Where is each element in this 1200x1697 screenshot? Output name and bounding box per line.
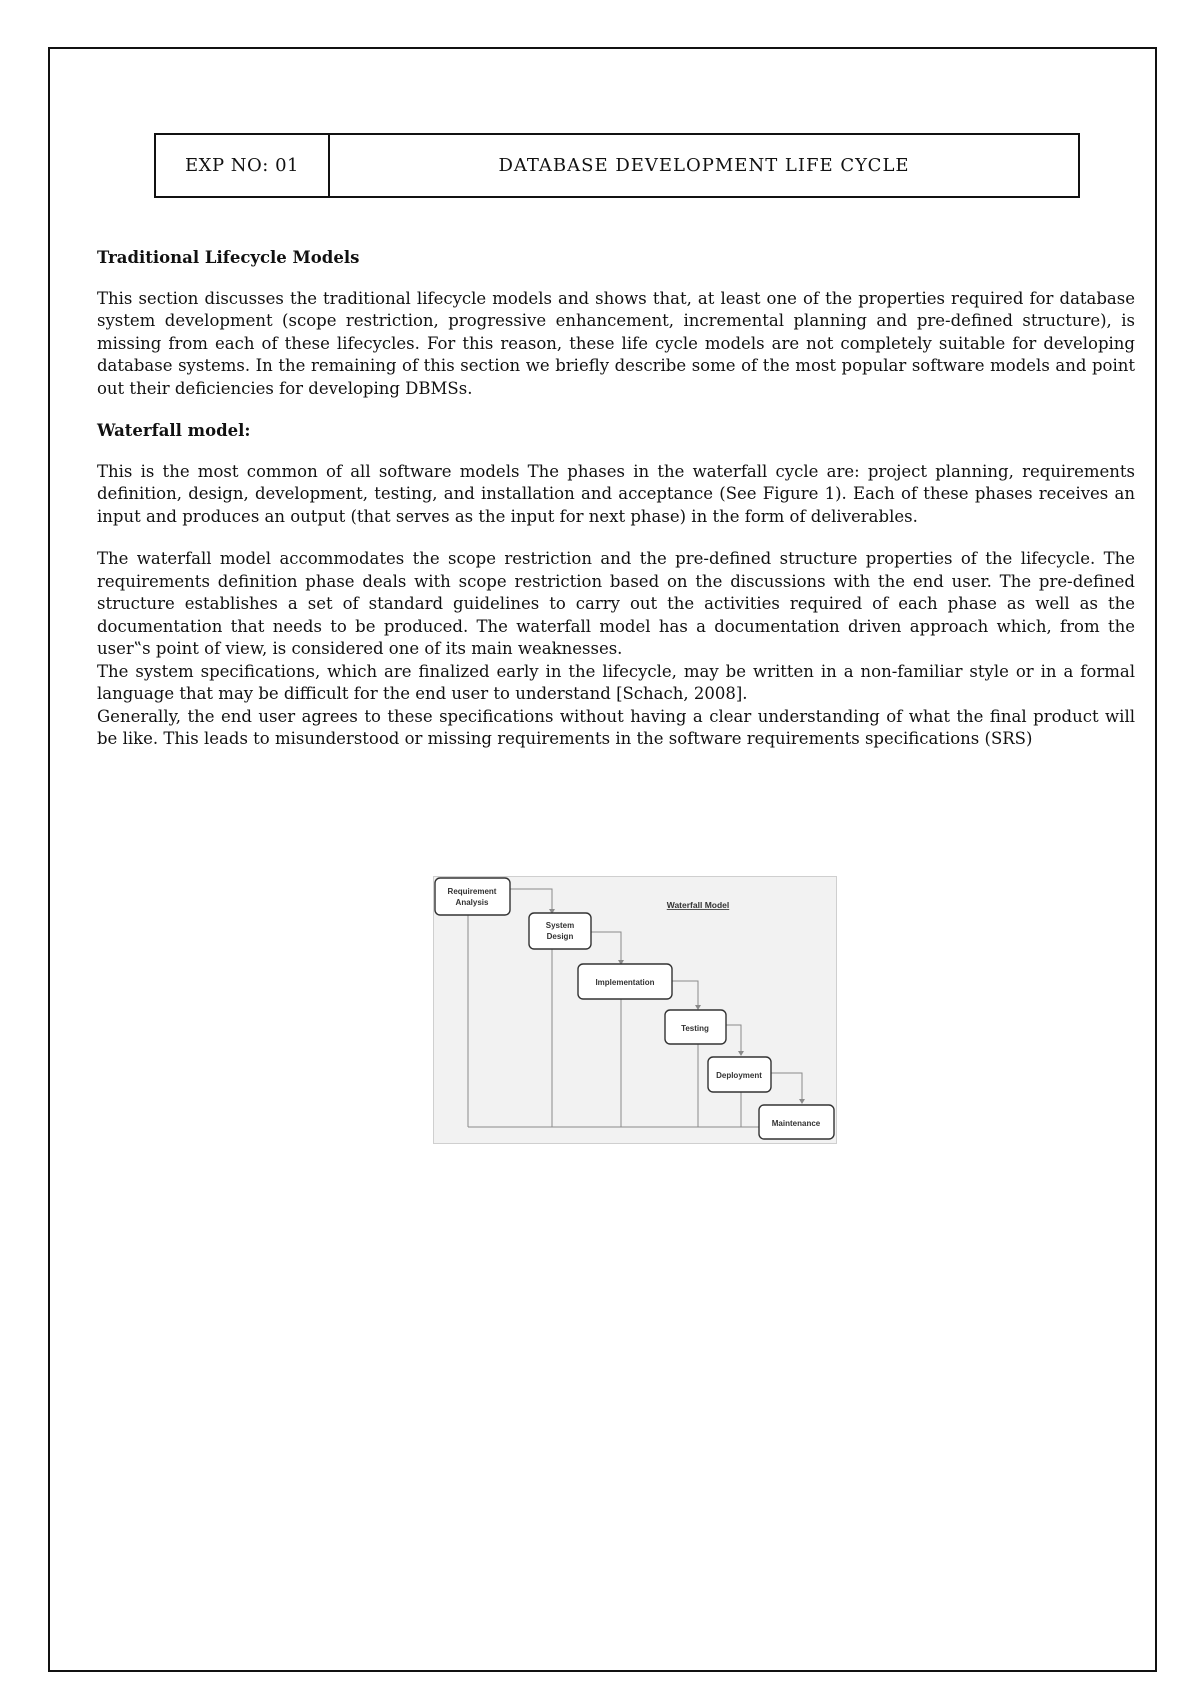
phase-box-system-design — [529, 913, 591, 949]
paragraph-traditional-models: This section discusses the traditional lifecycle models and shows that, at least one of the properties required for database system development (scope restriction, progressive enhancement, incremental planning and pre-defined structure), is missing from each of these lifecycles. For this reason, these life cycle models are not completely suitable for developing database systems. In the remaining of this section we briefly describe some of the most popular software models and point out their deficiencies for developing DBMSs. — [97, 288, 1135, 398]
phase-label-implementation: Implementation — [595, 978, 655, 987]
phase-label-system: System — [545, 921, 575, 930]
experiment-number: EXP NO: 01 — [156, 135, 330, 196]
paragraph-waterfall-properties: The waterfall model accommodates the scope restriction and the pre-defined structure properties of the lifecycle. The requirements definition phase deals with scope restriction based on the discussions with the end user. The pre-defined structure establishes a set of standard guidelines to carry out the activities required of each phase as well as the documentation that needs to be produced. The waterfall model has a documentation driven approach which, from the user‟s point of view, is considered one of its main weaknesses. — [97, 549, 1135, 658]
section-heading-traditional-models: Traditional Lifecycle Models — [97, 248, 360, 267]
phase-box-requirement-analysis — [435, 878, 510, 915]
paragraph-waterfall-intro: This is the most common of all software models The phases in the waterfall cycle are: project planning, requirements definition, design, development, testing, and installation and acceptance (See Figure 1). Each of these phases receives an input and produces an output (that serves as the input for next phase) in the form of deliverables. — [97, 461, 1135, 526]
paragraph-system-specifications: The system specifications, which are finalized early in the lifecycle, may be written in a non-familiar style or in a formal language that may be difficult for the end user to understand [Schach, 2008]. — [97, 661, 1135, 703]
phase-label-deployment: Deployment — [716, 1071, 762, 1080]
experiment-header — [154, 133, 1080, 198]
waterfall-diagram — [434, 877, 838, 1145]
experiment-title: DATABASE DEVELOPMENT LIFE CYCLE — [498, 155, 910, 176]
phase-label-analysis: Analysis — [455, 898, 489, 907]
phase-label-requirement: Requirement — [447, 887, 497, 896]
section-heading-waterfall-model: Waterfall model: — [97, 421, 251, 440]
figure-title: Waterfall Model — [666, 900, 730, 910]
paragraph-end-user-agreement: Generally, the end user agrees to these specifications without having a clear understanding of what the final product will be like. This leads to misunderstood or missing requirements in the software requirements specifications (SRS) — [97, 706, 1135, 748]
waterfall-model-figure — [433, 876, 837, 1144]
phase-label-design: Design — [546, 932, 574, 941]
phase-label-maintenance: Maintenance — [771, 1119, 821, 1128]
document-body — [97, 247, 1135, 751]
phase-label-testing: Testing — [681, 1024, 709, 1033]
